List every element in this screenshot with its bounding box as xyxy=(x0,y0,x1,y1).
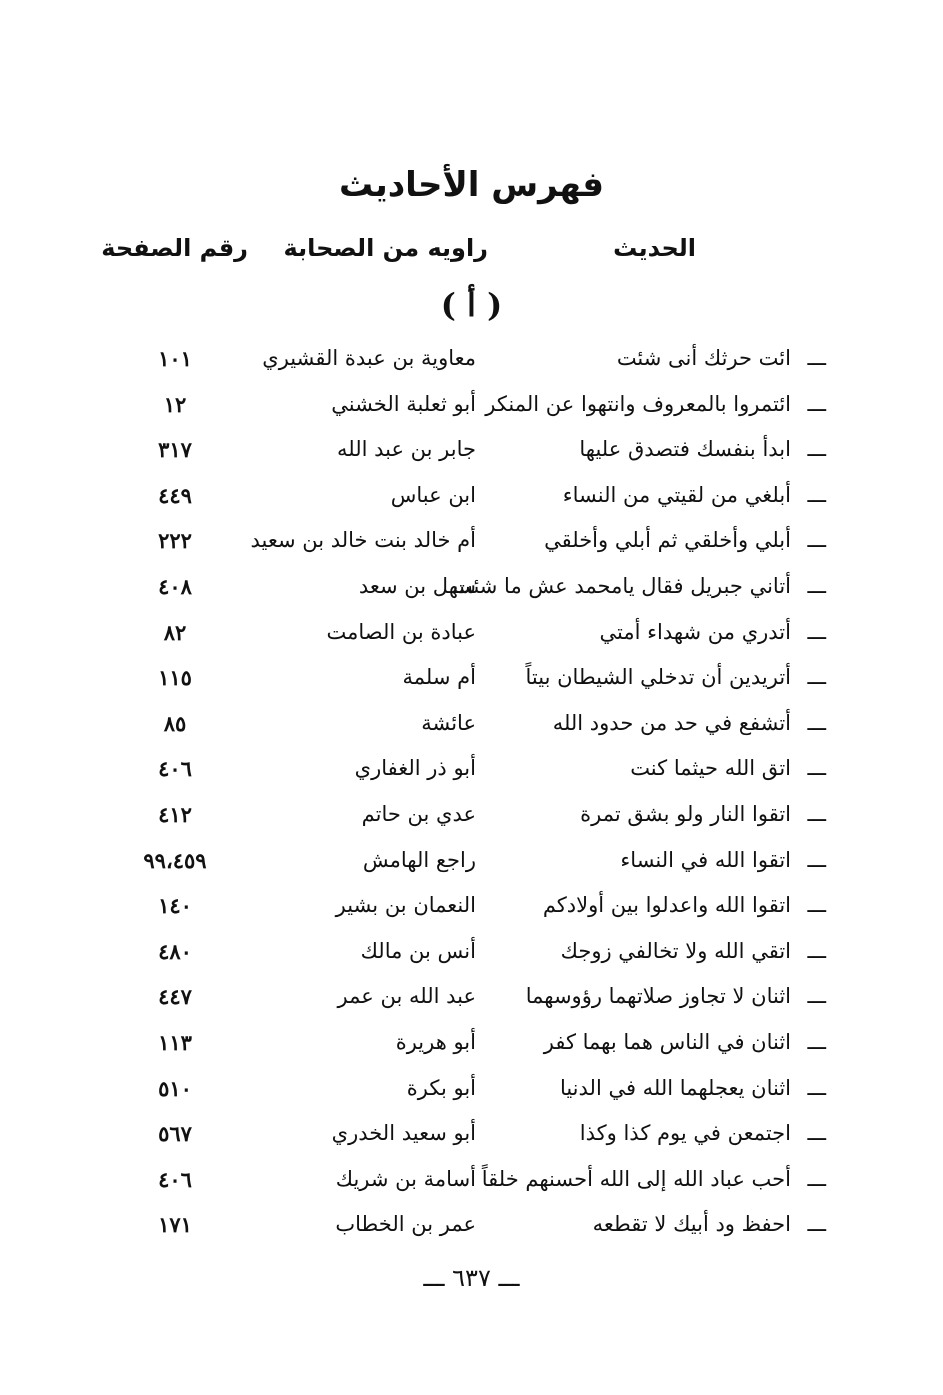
page-reference: ١٠١ xyxy=(158,346,192,371)
narrator-name: أم سلمة xyxy=(402,665,476,690)
index-row xyxy=(0,382,943,428)
page-reference: ٤٤٧ xyxy=(158,984,192,1010)
hadith-text: اتقي الله ولا تخالفي زوجك xyxy=(560,938,791,963)
hadith-text: اتقوا الله واعدلوا بين أولادكم xyxy=(542,893,791,918)
column-header-page: رقم الصفحة xyxy=(101,234,248,262)
row-dash: ـــ xyxy=(807,1121,826,1146)
row-dash: ـــ xyxy=(807,346,826,370)
row-dash: ـــ xyxy=(807,1075,826,1100)
page-reference: ٤٠٨ xyxy=(158,573,192,599)
narrator-name: عبد الله بن عمر xyxy=(337,984,476,1009)
narrator-name: أبو ذر الغفاري xyxy=(354,756,476,781)
index-table xyxy=(0,336,943,1248)
row-dash: ـــ xyxy=(807,1212,826,1237)
page-reference: ٤١٢ xyxy=(158,801,192,827)
index-row xyxy=(0,1020,943,1066)
row-dash: ـــ xyxy=(807,756,826,781)
hadith-text: احفظ ود أبيك لا تقطعه xyxy=(592,1212,791,1237)
row-dash: ـــ xyxy=(807,528,826,553)
index-row xyxy=(0,610,943,656)
narrator-name: عدي بن حاتم xyxy=(361,801,476,826)
page-reference: ٤٠٦ xyxy=(158,756,192,782)
narrator-name: النعمان بن بشير xyxy=(335,893,476,918)
index-row xyxy=(0,746,943,792)
page-reference: ٤٠٦ xyxy=(158,1166,192,1192)
narrator-name: أبو هريرة xyxy=(395,1029,476,1054)
index-row xyxy=(0,1157,943,1203)
row-dash: ـــ xyxy=(807,1166,826,1191)
narrator-name: أبو سعيد الخدري xyxy=(331,1121,476,1146)
index-row xyxy=(0,974,943,1020)
page-reference: ١٤٠ xyxy=(158,893,192,919)
index-row xyxy=(0,929,943,975)
hadith-text: أتريدين أن تدخلي الشيطان بيتاً xyxy=(525,665,791,690)
hadith-text: أبلغي من لقيتي من النساء xyxy=(562,482,791,507)
row-dash: ـــ xyxy=(807,984,826,1009)
hadith-text: اثنان لا تجاوز صلاتهما رؤوسهما xyxy=(525,984,791,1009)
page-reference: ١١٥ xyxy=(158,665,192,691)
index-row xyxy=(0,336,943,382)
narrator-name: أبو ثعلبة الخشني xyxy=(331,391,476,416)
page-reference: ١٧١ xyxy=(158,1212,192,1238)
page-reference: ٩٩،٤٥٩ xyxy=(143,847,207,873)
row-dash: ـــ xyxy=(807,938,826,963)
hadith-text: أتدري من شهداء أمتي xyxy=(599,619,791,644)
row-dash: ـــ xyxy=(807,573,826,598)
narrator-name: سهل بن سعد xyxy=(358,573,476,598)
row-dash: ـــ xyxy=(807,1029,826,1054)
index-row xyxy=(0,883,943,929)
narrator-name: عبادة بن الصامت xyxy=(326,619,476,644)
column-headers xyxy=(0,228,943,268)
row-dash: ـــ xyxy=(807,801,826,826)
page-title: فهرس الأحاديث xyxy=(338,165,605,205)
hadith-text: اتقوا النار ولو بشق تمرة xyxy=(580,801,791,826)
hadith-text: اتقوا الله في النساء xyxy=(620,847,791,872)
page-reference: ٣١٧ xyxy=(158,437,192,463)
narrator-name: معاوية بن عبدة القشيري xyxy=(262,346,476,370)
hadith-text: اجتمعن في يوم كذا وكذا xyxy=(579,1121,791,1146)
row-dash: ـــ xyxy=(807,665,826,690)
index-row xyxy=(0,564,943,610)
index-row xyxy=(0,1202,943,1248)
page-reference: ٥١٠ xyxy=(158,1075,192,1101)
narrator-name: عائشة xyxy=(421,710,476,735)
row-dash: ـــ xyxy=(807,847,826,872)
hadith-text: اتق الله حيثما كنت xyxy=(630,756,791,781)
column-header-hadith: الحديث xyxy=(613,234,696,262)
index-row xyxy=(0,792,943,838)
hadith-text: أتاني جبريل فقال يامحمد عش ما شئت xyxy=(452,573,791,598)
row-dash: ـــ xyxy=(807,619,826,644)
index-row xyxy=(0,473,943,519)
row-dash: ـــ xyxy=(807,710,826,735)
index-row xyxy=(0,427,943,473)
row-dash: ـــ xyxy=(807,893,826,918)
page-reference: ١٢ xyxy=(163,391,187,417)
hadith-text: ائت حرثك أنى شئت xyxy=(616,346,791,370)
section-letter: ( أ ) xyxy=(440,286,503,324)
hadith-text: أحب عباد الله إلى الله أحسنهم خلقاً xyxy=(481,1166,791,1191)
hadith-text: ابدأ بنفسك فتصدق عليها xyxy=(579,437,791,462)
narrator-name: أم خالد بنت خالد بن سعيد xyxy=(250,528,476,553)
page-reference: ٤٤٩ xyxy=(158,482,192,508)
hadith-text: أبلي وأخلقي ثم أبلي وأخلقي xyxy=(544,528,791,553)
page-reference: ٨٢ xyxy=(163,619,187,645)
index-row xyxy=(0,518,943,564)
index-row xyxy=(0,1066,943,1112)
row-dash: ـــ xyxy=(807,482,826,507)
page-reference: ٨٥ xyxy=(163,710,187,736)
page-reference: ٥٦٧ xyxy=(158,1121,192,1147)
index-row xyxy=(0,838,943,884)
page-reference: ٢٢٢ xyxy=(158,528,192,554)
row-dash: ـــ xyxy=(807,437,826,462)
narrator-name: راجع الهامش xyxy=(362,847,476,872)
narrator-name: أبو بكرة xyxy=(406,1075,476,1100)
page-number: ـــ ٦٣٧ ـــ xyxy=(423,1264,520,1292)
hadith-text: ائتمروا بالمعروف وانتهوا عن المنكر xyxy=(485,391,791,416)
hadith-text: اثنان يعجلهما الله في الدنيا xyxy=(559,1075,791,1100)
index-row xyxy=(0,1111,943,1157)
index-row xyxy=(0,655,943,701)
narrator-name: عمر بن الخطاب xyxy=(335,1212,476,1237)
hadith-text: اثنان في الناس هما بهما كفر xyxy=(543,1029,791,1054)
narrator-name: جابر بن عبد الله xyxy=(336,437,476,462)
row-dash: ـــ xyxy=(807,391,826,416)
narrator-name: أنس بن مالك xyxy=(360,938,476,963)
hadith-text: أتشفع في حد من حدود الله xyxy=(552,710,791,735)
narrator-name: أسامة بن شريك xyxy=(335,1166,476,1191)
page-reference: ١١٣ xyxy=(158,1029,192,1055)
page-reference: ٤٨٠ xyxy=(158,938,192,964)
column-header-narrator: راويه من الصحابة xyxy=(283,234,488,262)
index-row xyxy=(0,701,943,747)
narrator-name: ابن عباس xyxy=(390,482,476,507)
